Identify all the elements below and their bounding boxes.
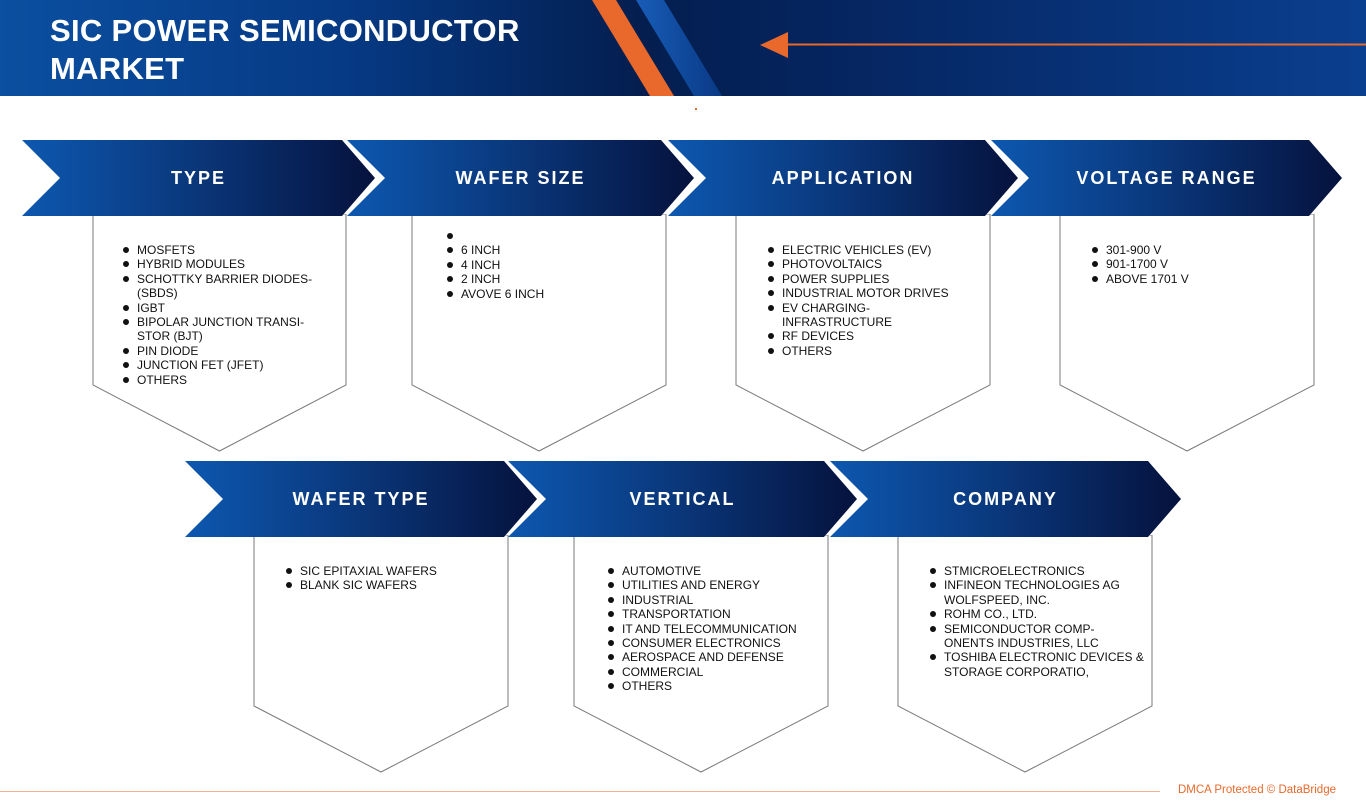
wafer-type-list [285, 564, 500, 593]
list-item: MOSFETS [122, 243, 338, 257]
arrow-left-icon [760, 31, 1366, 61]
list-item: INDUSTRIAL MOTOR DRIVES [767, 286, 982, 300]
list-item: EV CHARGING- INFRASTRUCTURE [767, 301, 982, 330]
list-item: POWER SUPPLIES [767, 272, 982, 286]
list-item: RF DEVICES [767, 329, 982, 343]
list-item: BIPOLAR JUNCTION TRANSI- STOR (BJT) [122, 315, 338, 344]
list-item: 901-1700 V [1091, 257, 1306, 271]
list-item: BLANK SIC WAFERS [285, 578, 500, 592]
list-item: PHOTOVOLTAICS [767, 257, 982, 271]
page-title: SIC POWER SEMICONDUCTOR MARKET [50, 13, 520, 86]
vertical-label: VERTICAL [629, 489, 736, 509]
footer-divider [0, 791, 1160, 792]
list-item: AUTOMOTIVE [607, 564, 820, 578]
type-list [122, 243, 338, 387]
list-item: STMICROELECTRONICS [929, 564, 1144, 578]
list-item: IGBT [122, 301, 338, 315]
list-item: JUNCTION FET (JFET) [122, 358, 338, 372]
list-item: 4 INCH [446, 258, 658, 272]
list-item: SCHOTTKY BARRIER DIODES- (SBDS) [122, 272, 338, 301]
list-item: 6 INCH [446, 243, 658, 257]
list-item: SIC EPITAXIAL WAFERS [285, 564, 500, 578]
list-item: ROHM CO., LTD. [929, 607, 1144, 621]
voltage-range-label: VOLTAGE RANGE [1076, 168, 1257, 188]
list-item: IT AND TELECOMMUNICATION [607, 622, 820, 636]
vertical-list [607, 564, 820, 694]
footer-text: DMCA Protected © DataBridge [1177, 784, 1336, 796]
type-label: TYPE [170, 168, 226, 188]
list-item: OTHERS [122, 373, 338, 387]
header-banner [0, 0, 1366, 96]
application-label: APPLICATION [771, 168, 915, 188]
wafer-size-list [446, 229, 658, 301]
wafer-type-label: WAFER TYPE [292, 489, 430, 509]
list-item: 2 INCH [446, 272, 658, 286]
list-item: HYBRID MODULES [122, 257, 338, 271]
list-item: AVOVE 6 INCH [446, 287, 658, 301]
company-label: COMPANY [953, 489, 1058, 509]
application-list [767, 243, 982, 358]
list-item: PIN DIODE [122, 344, 338, 358]
list-item: OTHERS [767, 344, 982, 358]
list-item: 301-900 V [1091, 243, 1306, 257]
list-item: TOSHIBA ELECTRONIC DEVICES & STORAGE CORPORATIO, [929, 650, 1144, 679]
list-item: TRANSPORTATION [607, 607, 820, 621]
company-list [929, 564, 1144, 679]
list-item: AEROSPACE AND DEFENSE [607, 650, 820, 664]
accent-dot [695, 108, 697, 110]
list-item [446, 229, 658, 243]
wafer-size-label: WAFER SIZE [455, 168, 586, 188]
list-item: COMMERCIAL [607, 665, 820, 679]
list-item: ABOVE 1701 V [1091, 272, 1306, 286]
list-item: INFINEON TECHNOLOGIES AG WOLFSPEED, INC. [929, 578, 1144, 607]
list-item: OTHERS [607, 679, 820, 693]
list-item: INDUSTRIAL [607, 593, 820, 607]
list-item: ELECTRIC VEHICLES (EV) [767, 243, 982, 257]
voltage-range-list [1091, 243, 1306, 286]
list-item: UTILITIES AND ENERGY [607, 578, 820, 592]
list-item: SEMICONDUCTOR COMP- ONENTS INDUSTRIES, LLC [929, 622, 1144, 651]
list-item: CONSUMER ELECTRONICS [607, 636, 820, 650]
